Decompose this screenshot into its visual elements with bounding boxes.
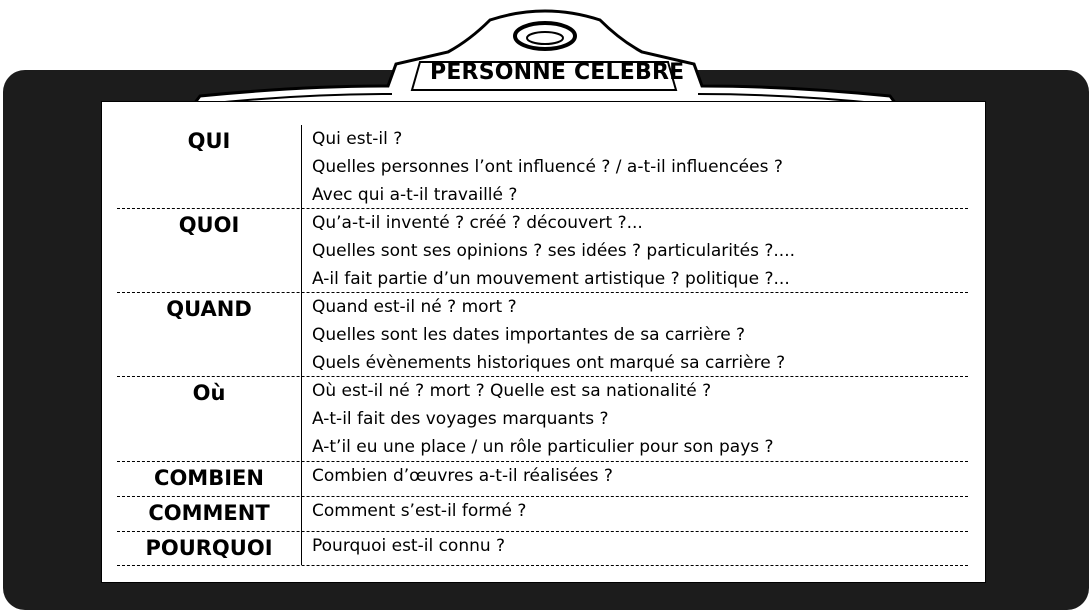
question-line: Qui est-il ? (312, 129, 403, 149)
question-line: A-t-il fait des voyages marquants ? (312, 409, 609, 429)
question-line: Quand est-il né ? mort ? (312, 297, 517, 317)
question-line: Qu’a-t-il inventé ? créé ? découvert ?... (312, 213, 643, 233)
question-line: Quelles personnes l’ont influencé ? / a-t-il influencées ? (312, 157, 783, 177)
question-line: Quelles sont ses opinions ? ses idées ? particularités ?.... (312, 241, 796, 261)
question-line: Où est-il né ? mort ? Quelle est sa nationalité ? (312, 381, 712, 401)
question-line: Pourquoi est-il connu ? (312, 536, 506, 556)
row-lines (312, 462, 613, 490)
table-row (117, 293, 968, 377)
row-lines (312, 532, 505, 560)
question-line: Comment s’est-il formé ? (312, 501, 527, 521)
column-divider (301, 125, 302, 565)
row-key: QUOI (178, 213, 240, 237)
question-line: Quels évènements historiques ont marqué sa carrière ? (312, 353, 786, 373)
row-key: COMMENT (148, 501, 270, 525)
row-lines (312, 497, 526, 525)
row-lines (312, 209, 795, 293)
table-row (117, 532, 968, 566)
question-line: A-il fait partie d’un mouvement artistique ? politique ?... (312, 269, 790, 289)
table-row (117, 497, 968, 532)
row-lines (312, 293, 785, 377)
table-row (117, 462, 968, 497)
question-line: Quelles sont les dates importantes de sa carrière ? (312, 325, 746, 345)
question-line: Avec qui a-t-il travaillé ? (312, 185, 518, 205)
row-key: COMBIEN (154, 466, 264, 490)
question-line: Combien d’œuvres a-t-il réalisées ? (312, 466, 613, 486)
row-key: Où (192, 381, 226, 405)
row-lines (312, 377, 774, 461)
table-row (117, 125, 968, 209)
clipboard-title: PERSONNE CELEBRE (430, 60, 685, 85)
question-line: A-t’il eu une place / un rôle particulier pour son pays ? (312, 437, 774, 457)
row-key: QUI (187, 129, 231, 153)
row-lines (312, 125, 783, 209)
table-row (117, 209, 968, 293)
row-key: QUAND (166, 297, 252, 321)
row-key: POURQUOI (145, 536, 273, 560)
table-row (117, 377, 968, 462)
